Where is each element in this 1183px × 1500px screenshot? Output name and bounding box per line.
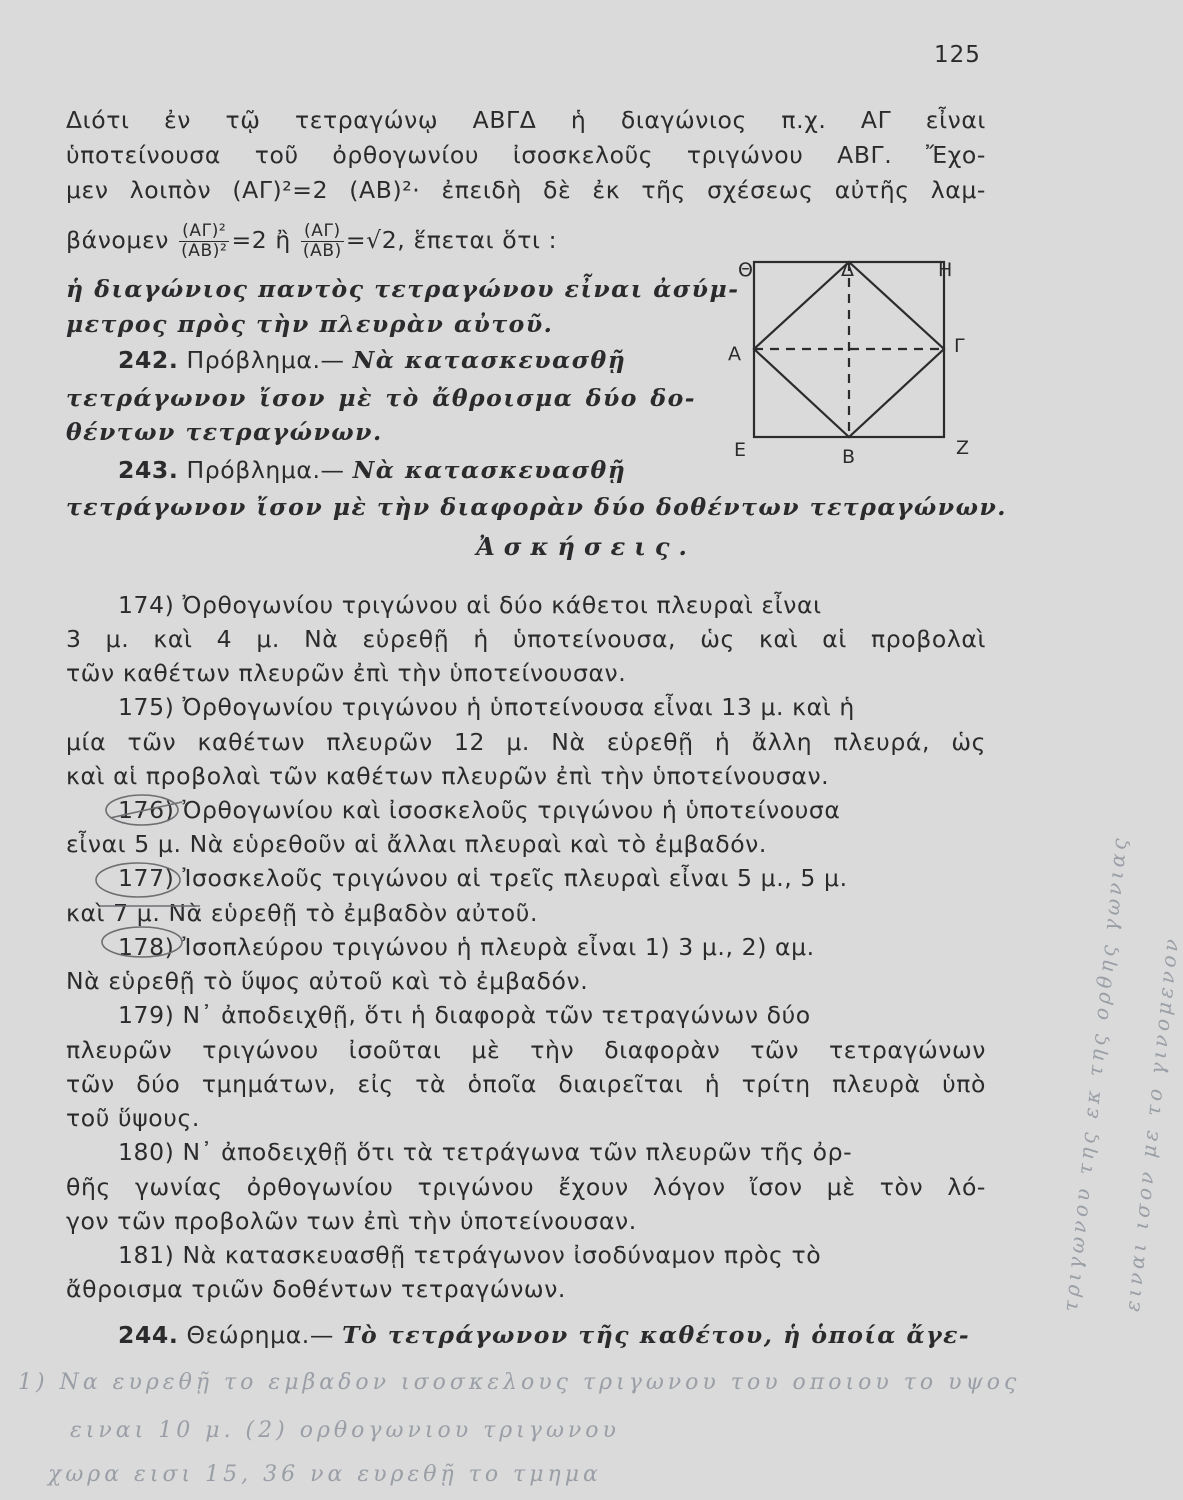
- conclusion-line-2: μετρος πρὸς τὴν πλευρὰν αὐτοῦ.: [66, 310, 554, 338]
- fraction-numerator: (ΑΓ): [301, 222, 344, 242]
- theorem-text: Τὸ τετράγωνον τῆς καθέτου, ἡ ὁποία ἄγε-: [342, 1321, 971, 1349]
- label-delta: Δ: [841, 259, 854, 281]
- problem-number: 242.: [118, 346, 179, 374]
- label-epsilon: Ε: [734, 439, 747, 461]
- exercise-176-line-2: εἶναι 5 μ. Νὰ εὑρεθοῦν αἱ ἄλλαι πλευραὶ καὶ τὸ ἐμβαδόν.: [66, 830, 767, 858]
- problem-242-line-2: τετράγωνον ἴσον μὲ τὸ ἄθροισμα δύο δο-: [66, 384, 696, 412]
- page-number: 125: [934, 42, 981, 68]
- exercises-heading: Ἀσκήσεις.: [476, 532, 696, 561]
- theorem-label: Θεώρημα.—: [186, 1321, 334, 1349]
- exercise-179-line-2: πλευρῶν τριγώνου ἰσοῦται μὲ τὴν διαφορὰν τῶν τετραγώνων: [66, 1036, 986, 1064]
- exercise-178-line-2: Νὰ εὑρεθῇ τὸ ὕψος αὐτοῦ καὶ τὸ ἐμβαδόν.: [66, 967, 589, 995]
- label-beta: Β: [842, 446, 856, 468]
- fraction-squared: [179, 222, 229, 261]
- margin-note-1: τριγωνου της εκ της ορθης γωνιας: [1058, 833, 1132, 1313]
- exercise-175-line-1: 175) Ὀρθογωνίου τριγώνου ἡ ὑποτείνουσα εἶναι 13 μ. καὶ ἡ: [118, 693, 855, 721]
- exercise-177-line-2: καὶ 7 μ. Νὰ εὑρεθῇ τὸ ἐμβαδὸν αὐτοῦ.: [66, 899, 539, 927]
- exercise-177-line-1: 177) Ἰσοσκελοῦς τριγώνου αἱ τρεῖς πλευραὶ εἶναι 5 μ., 5 μ.: [118, 864, 848, 892]
- exercise-176-line-1: 176) Ὀρθογωνίου καὶ ἰσοσκελοῦς τριγώνου ἡ ὑποτείνουσα: [118, 796, 841, 824]
- label-eta: Η: [938, 259, 953, 281]
- fraction-denominator: (ΑΒ): [302, 241, 342, 261]
- formula-lead: βάνομεν: [66, 226, 169, 254]
- exercise-181-line-2: ἄθροισμα τριῶν δοθέντων τετραγώνων.: [66, 1275, 566, 1303]
- exercise-174-line-1: 174) Ὀρθογωνίου τριγώνου αἱ δύο κάθετοι πλευραὶ εἶναι: [118, 591, 822, 619]
- exercise-181-line-1: 181) Νὰ κατασκευασθῇ τετράγωνον ἰσοδύναμον πρὸς τὸ: [118, 1241, 822, 1269]
- intro-line-3: μεν λοιπὸν (ΑΓ)²=2 (ΑΒ)²· ἐπειδὴ δὲ ἐκ τῆς σχέσεως αὐτῆς λαμ-: [66, 176, 986, 204]
- fraction-denominator: (ΑΒ)²: [181, 241, 228, 261]
- margin-note-2: ειναι ισον με το γινομενον: [1120, 933, 1183, 1313]
- label-theta: Θ: [738, 259, 753, 281]
- problem-242-line-3: θέντων τετραγώνων.: [66, 418, 383, 446]
- exercise-180-line-1: 180) Ν᾽ ἀποδειχθῇ ὅτι τὰ τετράγωνα τῶν πλευρῶν τῆς ὀρ-: [118, 1138, 853, 1166]
- pencil-scribbles: [90, 788, 290, 968]
- problem-text: Νὰ κατασκευασθῇ: [352, 346, 627, 374]
- problem-label: Πρόβλημα.—: [186, 346, 345, 374]
- theorem-244-header: [118, 1318, 1038, 1352]
- handwritten-note-2: ειναι 10 μ. (2) ορθογωνιου τριγωνου: [70, 1418, 620, 1443]
- theorem-number: 244.: [118, 1321, 179, 1349]
- formula-end: =√2, ἕπεται ὅτι :: [345, 226, 558, 254]
- exercise-179-line-1: 179) Ν᾽ ἀποδειχθῇ, ὅτι ἡ διαφορὰ τῶν τετραγώνων δύο: [118, 1001, 811, 1029]
- exercise-179-line-4: τοῦ ὕψους.: [66, 1104, 200, 1132]
- exercise-175-line-2: μία τῶν καθέτων πλευρῶν 12 μ. Νὰ εὑρεθῇ ἡ ἄλλη πλευρά, ὡς: [66, 728, 986, 756]
- fraction-numerator: (ΑΓ)²: [179, 222, 229, 242]
- square-diagram: [722, 252, 982, 467]
- exercise-179-line-3: τῶν δύο τμημάτων, εἰς τὰ ὁποῖα διαιρεῖται ἡ τρίτη πλευρὰ ὑπὸ: [66, 1070, 986, 1098]
- label-gamma: Γ: [954, 335, 965, 357]
- conclusion-line-1: ἡ διαγώνιος παντὸς τετραγώνου εἶναι ἀσύμ-: [66, 275, 740, 303]
- intro-line-1: Διότι ἐν τῷ τετραγώνῳ ΑΒΓΔ ἡ διαγώνιος π.χ. ΑΓ εἶναι: [66, 106, 986, 134]
- exercise-180-line-2: θῆς γωνίας ὀρθογωνίου τριγώνου ἔχουν λόγον ἴσον μὲ τὸν λό-: [66, 1173, 986, 1201]
- handwritten-note-3: χωρα εισι 15, 36 να ευρεθῇ το τμημα: [48, 1462, 602, 1487]
- label-zeta: Ζ: [956, 437, 970, 459]
- problem-label: Πρόβλημα.—: [186, 456, 345, 484]
- problem-243-line-2: τετράγωνον ἴσον μὲ τὴν διαφορὰν δύο δοθέντων τετραγώνων.: [66, 493, 1007, 521]
- exercise-174-line-2: 3 μ. καὶ 4 μ. Νὰ εὑρεθῇ ἡ ὑποτείνουσα, ὡς καὶ αἱ προβολαὶ: [66, 625, 986, 653]
- problem-number: 243.: [118, 456, 179, 484]
- exercise-175-line-3: καὶ αἱ προβολαὶ τῶν καθέτων πλευρῶν ἐπὶ τὴν ὑποτείνουσαν.: [66, 762, 830, 790]
- label-alpha: Α: [728, 343, 741, 365]
- handwritten-note-1: 1) Να ευρεθῇ το εμβαδον ισοσκελους τριγωνου του οποιου το υψος: [18, 1370, 1021, 1395]
- fraction-ratio: [301, 222, 344, 261]
- formula-mid: =2 ἢ: [231, 226, 291, 254]
- exercise-178-line-1: 178) Ἰσοπλεύρου τριγώνου ἡ πλευρὰ εἶναι 1) 3 μ., 2) αμ.: [118, 933, 815, 961]
- intro-line-2: ὑποτείνουσα τοῦ ὀρθογωνίου ἰσοσκελοῦς τριγώνου ΑΒΓ. Ἔχο-: [66, 141, 986, 169]
- exercise-180-line-3: γον τῶν προβολῶν των ἐπὶ τὴν ὑποτείνουσαν.: [66, 1207, 637, 1235]
- problem-text: Νὰ κατασκευασθῇ: [352, 456, 627, 484]
- exercise-174-line-3: τῶν καθέτων πλευρῶν ἐπὶ τὴν ὑποτείνουσαν.: [66, 659, 627, 687]
